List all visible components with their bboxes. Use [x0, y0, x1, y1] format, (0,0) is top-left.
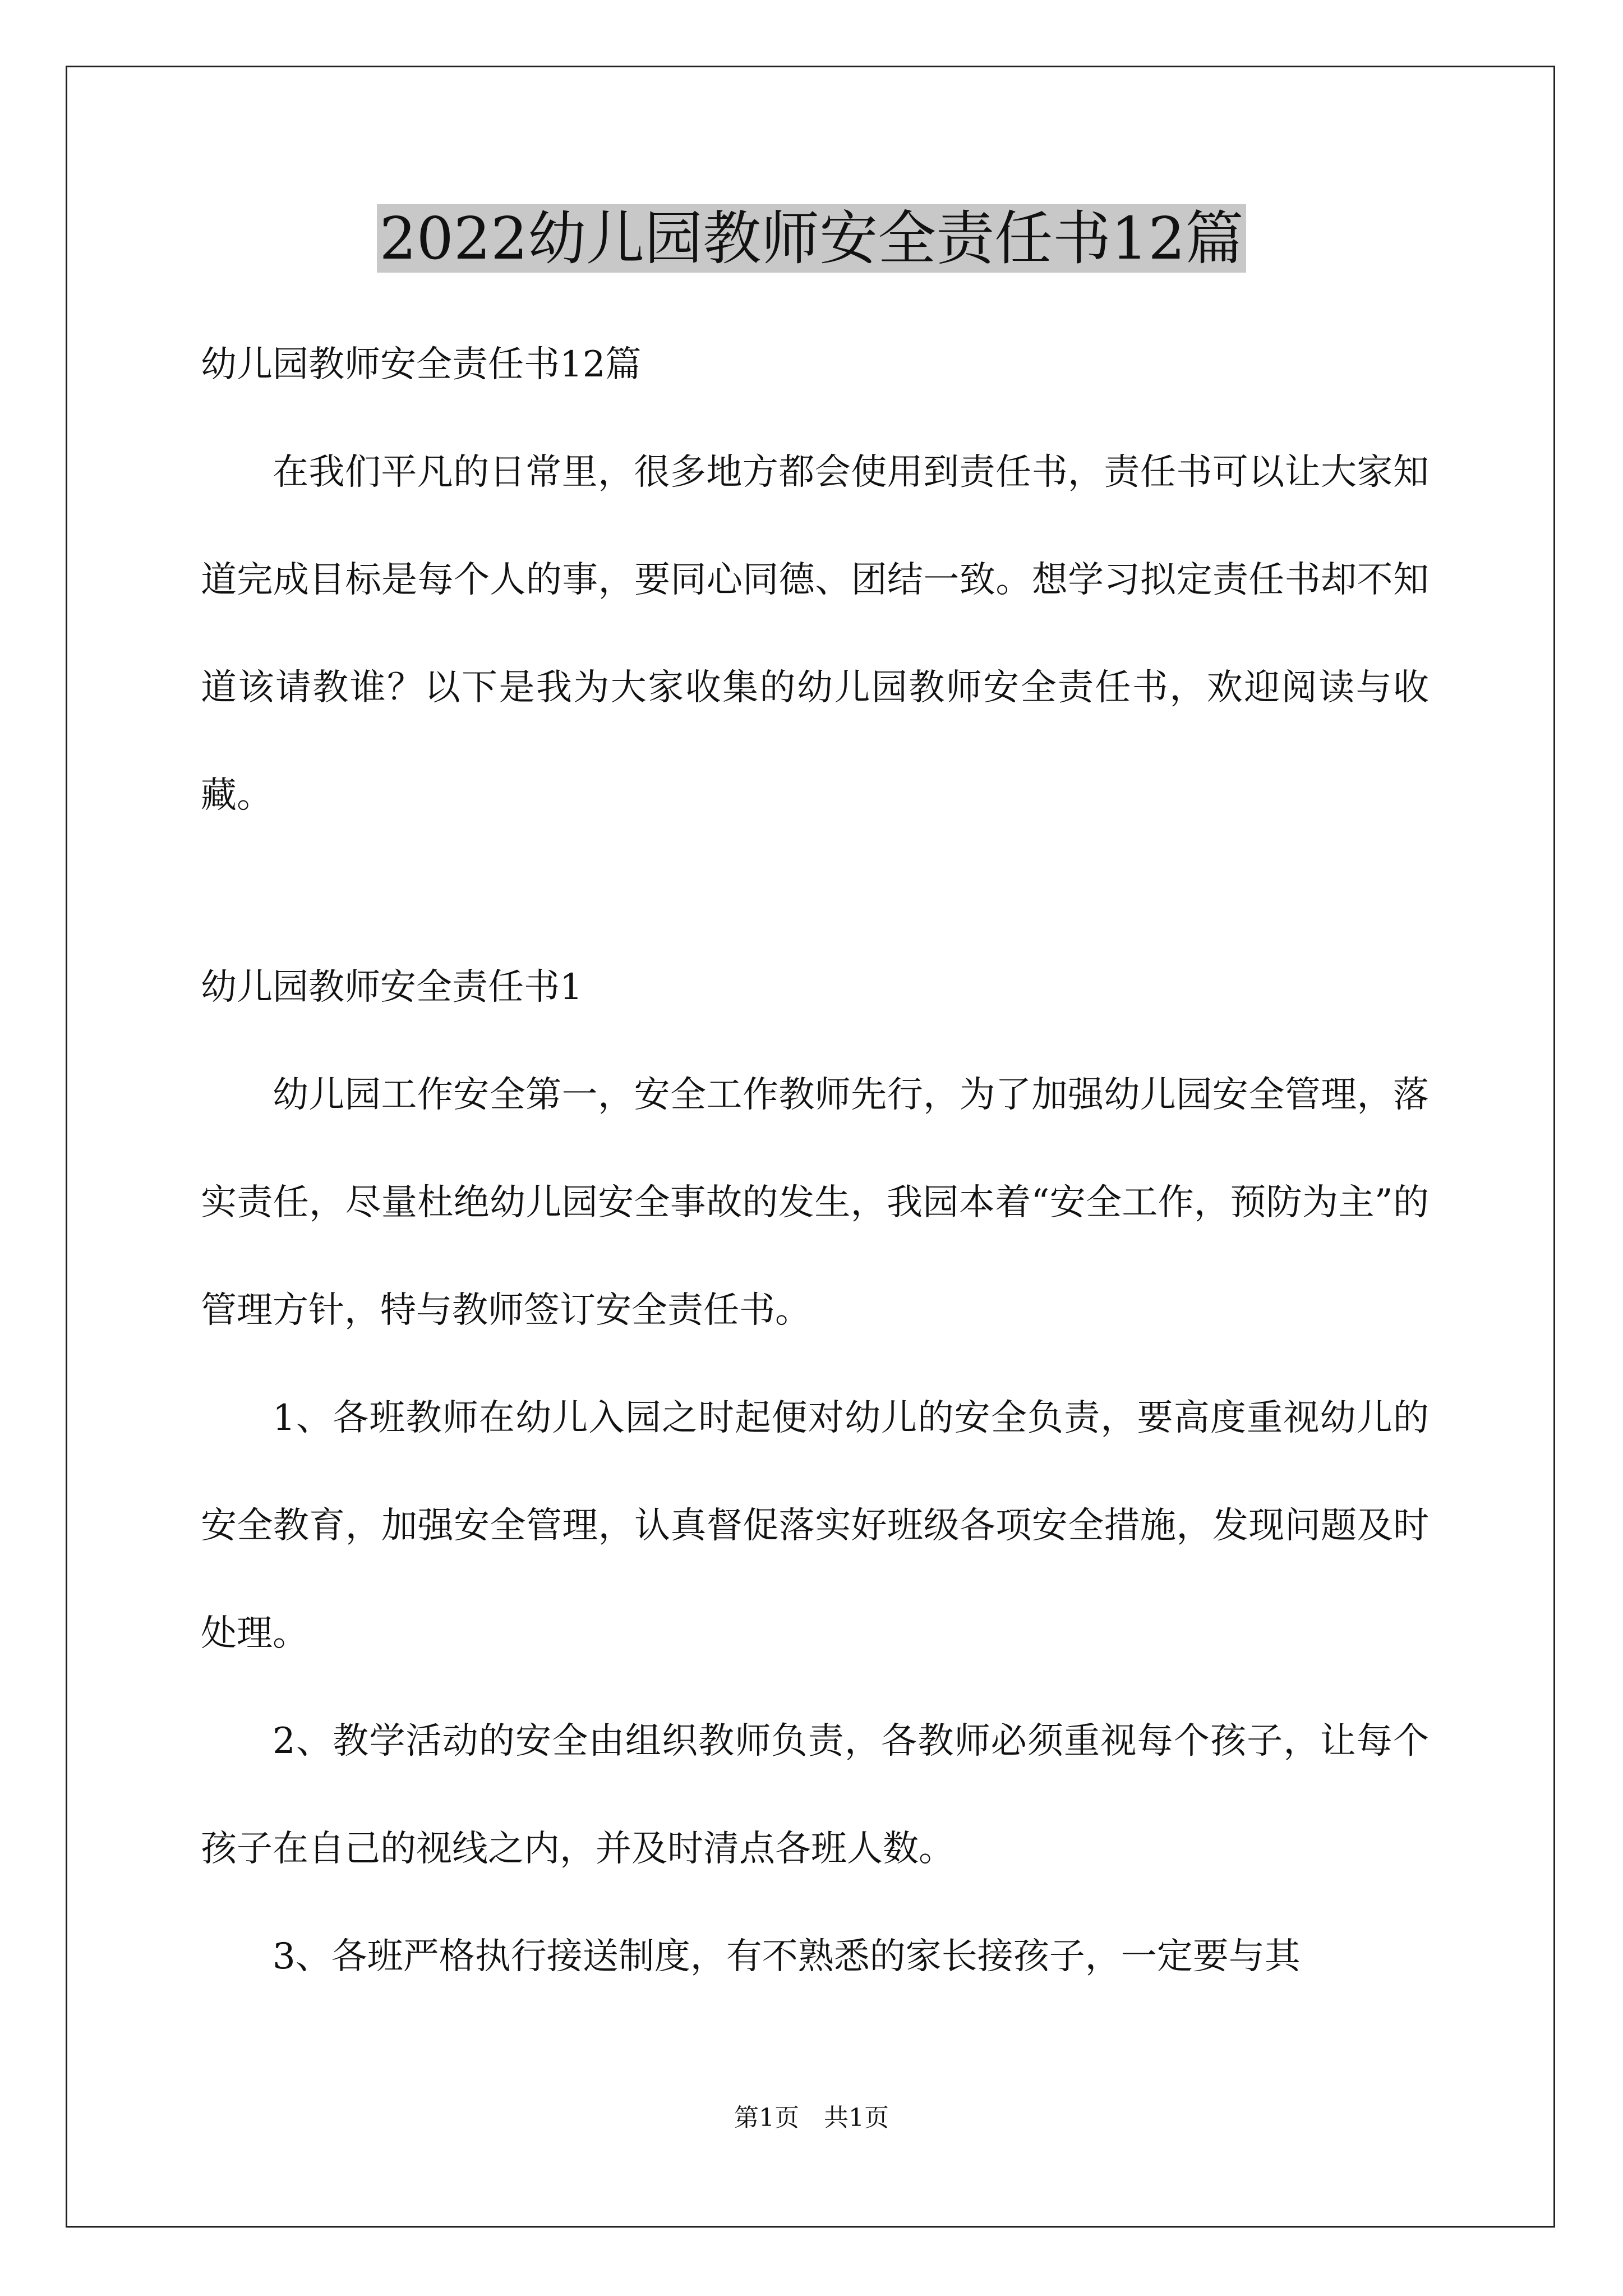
section-1-item-3: 3、各班严格执行接送制度，有不熟悉的家长接孩子，一定要与其: [273, 1936, 1301, 1977]
section-spacer: [201, 849, 1429, 933]
section-1-item-2: 2、教学活动的安全由组织教师负责，各教师必须重视每个孩子，让每个孩子在自己的视线之内，并及时清点各班人数。: [201, 1720, 1429, 1870]
section-1-heading: 幼儿园教师安全责任书1: [201, 967, 583, 1008]
document-subtitle: 幼儿园教师安全责任书12篇: [201, 344, 642, 385]
document-title-text: 2022幼儿园教师安全责任书12篇: [377, 204, 1246, 273]
page-footer: 第1页 共1页: [734, 2104, 889, 2132]
section-1-item-1: 1、各班教师在幼儿入园之时起便对幼儿的安全负责，要高度重视幼儿的安全教育，加强安全管理，认真督促落实好班级各项安全措施，发现问题及时处理。: [201, 1397, 1429, 1654]
section-1-paragraph: 幼儿园工作安全第一，安全工作教师先行，为了加强幼儿园安全管理，落实责任，尽量杜绝幼儿园安全事故的发生，我园本着“安全工作，预防为主”的管理方针，特与教师签订安全责任书。: [201, 1074, 1429, 1331]
document-body: [201, 311, 1429, 2010]
document-title: [0, 202, 1623, 275]
intro-paragraph: 在我们平凡的日常里，很多地方都会使用到责任书，责任书可以让大家知道完成目标是每个人的事，要同心同德、团结一致。想学习拟定责任书却不知道该请教谁？以下是我为大家收集的幼儿园教师安全责任书，欢迎阅读与收藏。: [201, 452, 1429, 816]
